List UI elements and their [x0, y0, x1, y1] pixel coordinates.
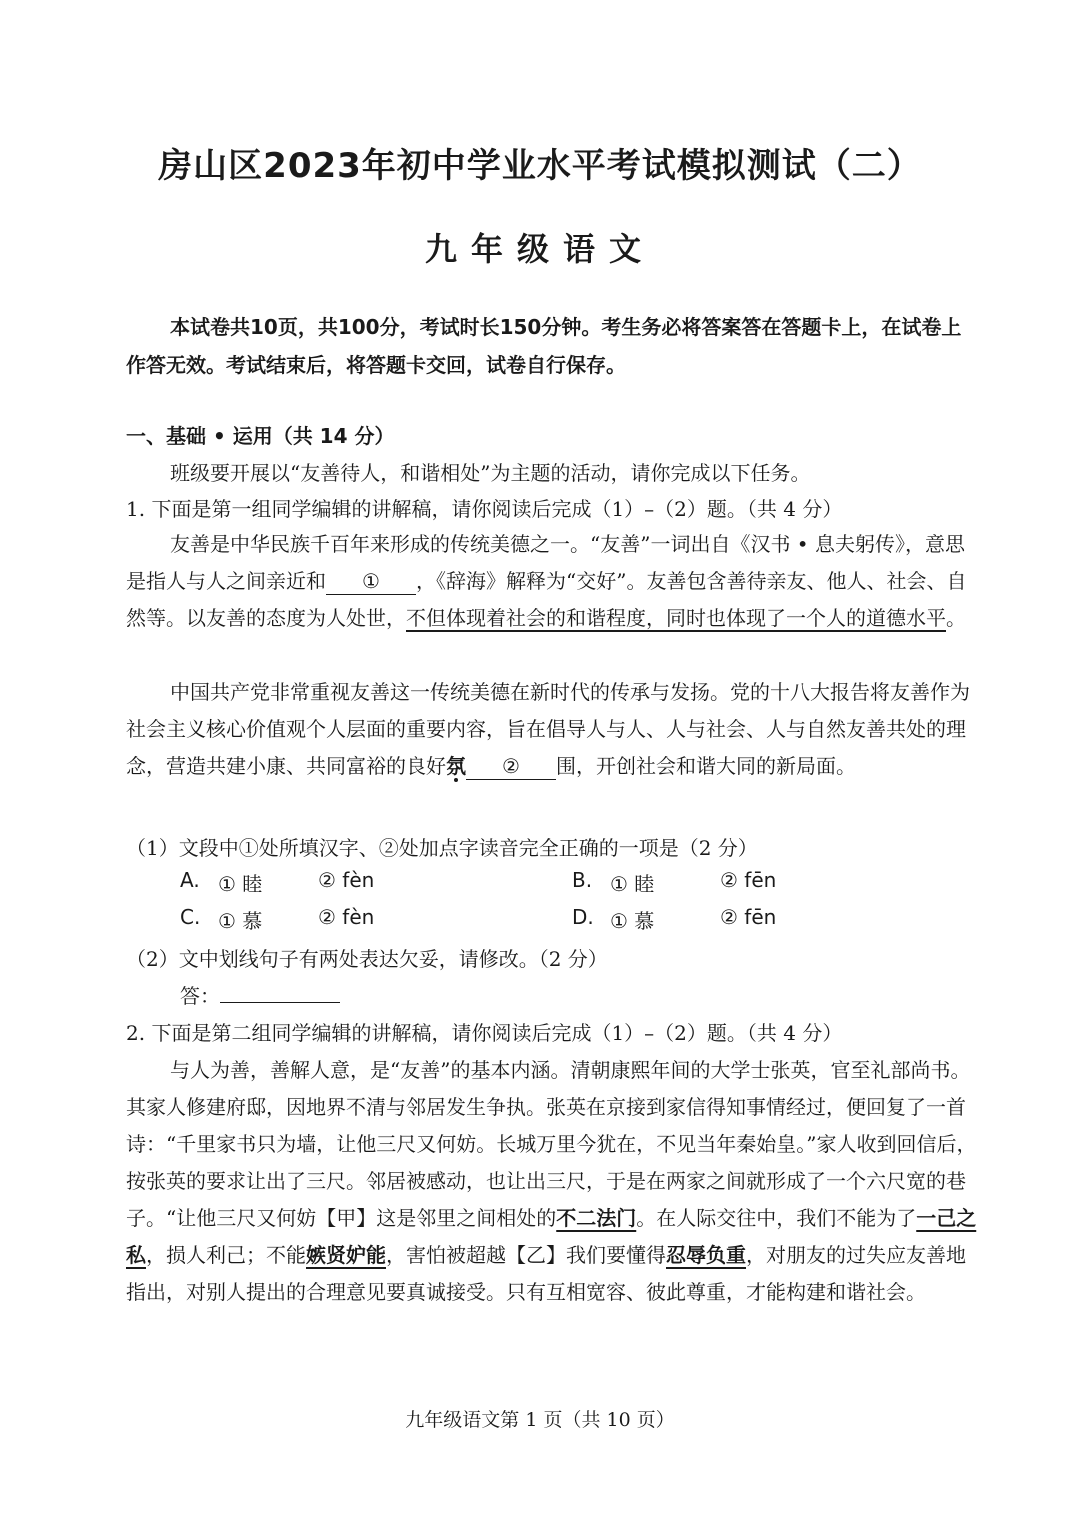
answer-line[interactable] — [220, 982, 340, 1003]
option-c-char: ① 慕 — [218, 909, 263, 933]
subquestion-1: （1）文段中①处所填汉字、②处加点字读音完全正确的一项是（2 分） — [126, 836, 758, 860]
passage-2-text-b: 围，开创社会和谐大同的新局面。 — [556, 754, 856, 778]
option-b[interactable] — [572, 868, 592, 892]
option-c[interactable] — [180, 905, 200, 929]
underlined-word-1: 不二法门 — [556, 1206, 637, 1230]
underlined-word-4: 忍辱负重 — [666, 1243, 746, 1267]
question-1-passage-1 — [126, 526, 978, 637]
question-2-stem: 2. 下面是第二组同学编辑的讲解稿，请你阅读后完成（1）–（2）题。（共 4 分） — [126, 1021, 843, 1045]
q2-text-1: 与人为善，善解人意，是“友善”的基本内涵。清朝康熙年间的大学士张英，官至礼部尚书。其家人修建府邸，因地界不清与邻居发生争执。张英在京接到家信得知事情经过，便回复了一首诗：“千里家书只为墙，让他三尺又何妨。长城万里今犹在，不见当年秦始皇。”家人收到回信后，按张英的要求让出了三尺。邻居被感动，也让出三尺，于是在两家之间就形成了一个六尺宽的巷子。“让他三尺又何妨【甲】这是邻里之间相处的 — [126, 1058, 977, 1230]
option-a-letter: A. — [180, 868, 200, 892]
option-d[interactable] — [572, 905, 594, 929]
question-1-stem: 1. 下面是第一组同学编辑的讲解稿，请你阅读后完成（1）–（2）题。（共 4 分） — [126, 497, 843, 521]
option-d-pinyin: ② fēn — [720, 905, 777, 929]
blank-1: ① — [326, 568, 416, 595]
option-b-pinyin: ② fēn — [720, 868, 777, 892]
option-c-pinyin: ② fèn — [318, 905, 375, 929]
option-a[interactable] — [180, 868, 200, 892]
underlined-word-3: 嫉贤妒能 — [306, 1243, 386, 1267]
question-1-passage-2 — [126, 674, 978, 785]
option-c-letter: C. — [180, 905, 201, 929]
blank-2: ② — [466, 753, 556, 780]
page-footer: 九年级语文第 1 页（共 10 页） — [405, 1409, 675, 1431]
option-a-pinyin: ② fèn — [318, 868, 375, 892]
underlined-word-2: 一己之私 — [126, 1206, 977, 1267]
answer-label: 答： — [180, 984, 220, 1008]
option-b-char: ① 睦 — [610, 872, 655, 896]
passage-1-end: 。 — [946, 606, 966, 630]
option-a-char: ① 睦 — [218, 872, 263, 896]
option-d-char: ① 慕 — [610, 909, 655, 933]
option-b-letter: B. — [572, 868, 593, 892]
underlined-sentence: 不但体现着社会的和谐程度，同时也体现了一个人的道德水平 — [406, 606, 946, 630]
options-row-2 — [180, 905, 980, 935]
exam-title: 房山区2023年初中学业水平考试模拟测试（二） — [158, 146, 922, 186]
subquestion-2: （2）文中划线句子有两处表达欠妥，请修改。（2 分） — [126, 947, 608, 971]
options-row-1 — [180, 868, 980, 898]
section-intro: 班级要开展以“友善待人，和谐相处”为主题的活动，请你完成以下任务。 — [170, 461, 811, 485]
q2-text-3: ，损人利己；不能 — [146, 1243, 306, 1267]
option-d-letter: D. — [572, 905, 594, 929]
dotted-character: 氛 — [446, 754, 466, 778]
passage-2-text-a: 中国共产党非常重视友善这一传统美德在新时代的传承与发扬。党的十八大报告将友善作为社会主义核心价值观个人层面的重要内容，旨在倡导人与人、人与社会、人与自然友善共处的理念，营造共建小康、共同富裕的良好 — [126, 680, 970, 778]
q2-text-2: 。在人际交往中，我们不能为了 — [636, 1206, 917, 1230]
section-heading: 一、基础 • 运用（共 14 分） — [126, 424, 395, 448]
passage-1-text-b: ，《辞海》解释为“交好”。友善包含善待亲友、他人、社会、自然等。以友善的态度为人处世， — [126, 569, 967, 630]
passage-1-text-a: 友善是中华民族千百年来形成的传统美德之一。“友善”一词出自《汉书 • 息夫躬传》，意思是指人与人之间亲近和 — [126, 532, 965, 593]
exam-notice: 本试卷共10页，共100分，考试时长150分钟。考生务必将答案答在答题卡上，在试卷上作答无效。考试结束后，将答题卡交回，试卷自行保存。 — [126, 315, 962, 377]
question-2-passage — [126, 1052, 978, 1311]
answer-row — [180, 978, 1032, 1015]
exam-subtitle: 九年级语文 — [424, 230, 655, 268]
q2-text-4: ，害怕被超越【乙】我们要懂得 — [386, 1243, 666, 1267]
q2-text-5: ，对朋友的过失应友善地指出，对别人提出的合理意见要真诚接受。只有互相宽容、彼此尊重，才能构建和谐社会。 — [126, 1243, 966, 1304]
